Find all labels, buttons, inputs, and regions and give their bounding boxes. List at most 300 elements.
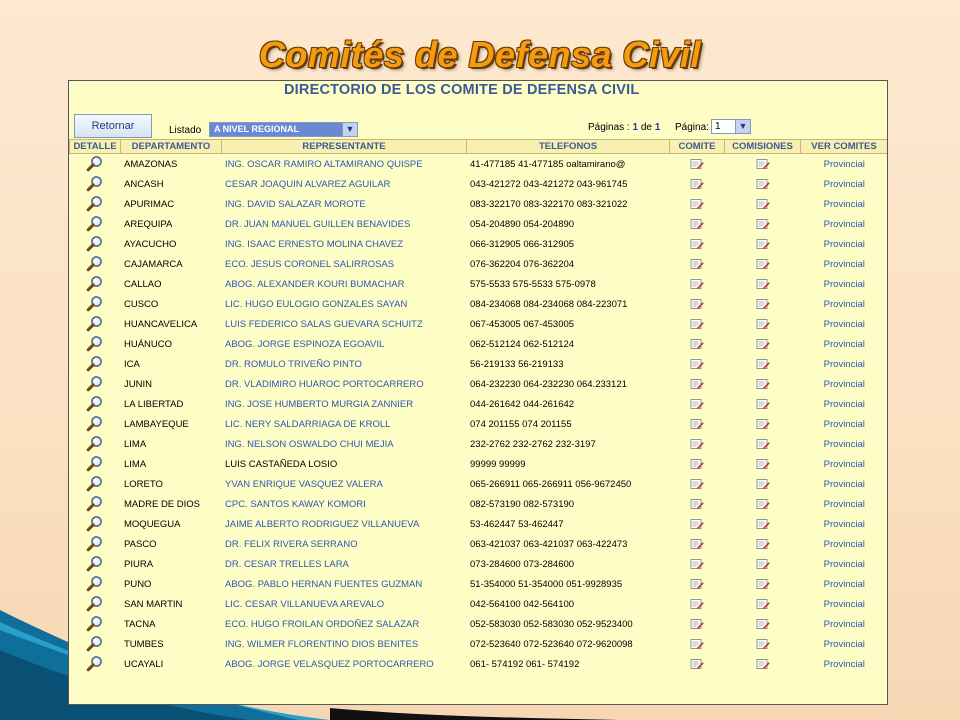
telefonos-cell: 232-2762 232-2762 232-3197 (470, 438, 596, 450)
detalle-cell[interactable] (70, 654, 121, 674)
directory-panel (68, 80, 888, 705)
representante-link[interactable]: LUIS FEDERICO SALAS GUEVARA SCHUITZ (225, 318, 423, 330)
detalle-cell[interactable] (70, 614, 121, 634)
telefonos-cell: 575-5533 575-5533 575-0978 (470, 278, 596, 290)
comisiones-cell[interactable] (725, 554, 801, 574)
comite-cell[interactable] (670, 654, 725, 674)
comisiones-cell[interactable] (725, 434, 801, 454)
edit-document-icon[interactable] (690, 498, 704, 510)
departamento-cell: CAJAMARCA (124, 258, 183, 270)
listado-select-value: A NIVEL REGIONAL (214, 124, 300, 134)
paginas-current: 1 (632, 122, 639, 133)
detalle-cell[interactable] (70, 634, 121, 654)
detalle-cell[interactable] (70, 334, 121, 354)
edit-document-icon[interactable] (690, 558, 704, 570)
comite-cell[interactable] (670, 494, 725, 514)
magnifier-icon[interactable] (86, 275, 104, 293)
departamento-cell: MOQUEGUA (124, 518, 181, 530)
magnifier-icon[interactable] (86, 255, 104, 273)
comite-cell[interactable] (670, 574, 725, 594)
comite-cell[interactable] (670, 614, 725, 634)
comite-cell[interactable] (670, 594, 725, 614)
edit-document-icon[interactable] (690, 338, 704, 350)
edit-document-icon[interactable] (756, 558, 770, 570)
edit-document-icon[interactable] (690, 158, 704, 170)
representante-link[interactable]: CPC. SANTOS KAWAY KOMORI (225, 498, 366, 510)
page-select-value: 1 (715, 121, 721, 132)
edit-document-icon[interactable] (756, 338, 770, 350)
ver-comites-link[interactable]: Provincial (823, 198, 865, 210)
edit-document-icon[interactable] (690, 298, 704, 310)
telefonos-cell: 062-512124 062-512124 (470, 338, 575, 350)
representante-link[interactable]: YVAN ENRIQUE VASQUEZ VALERA (225, 478, 383, 490)
edit-document-icon[interactable] (690, 638, 704, 650)
detalle-cell[interactable] (70, 594, 121, 614)
comisiones-cell[interactable] (725, 474, 801, 494)
ver-comites-link[interactable]: Provincial (823, 238, 865, 250)
edit-document-icon[interactable] (756, 518, 770, 530)
table-row (70, 554, 888, 574)
departamento-cell: AREQUIPA (124, 218, 173, 230)
representante-link[interactable]: ABOG. PABLO HERNAN FUENTES GUZMAN (225, 578, 423, 590)
table-row (70, 294, 888, 314)
telefonos-cell: 072-523640 072-523640 072-9620098 (470, 638, 633, 650)
comite-cell[interactable] (670, 634, 725, 654)
detalle-cell[interactable] (70, 174, 121, 194)
departamento-cell: TACNA (124, 618, 156, 630)
listado-label: Listado (169, 125, 202, 136)
ver-comites-link[interactable]: Provincial (823, 218, 865, 230)
detalle-cell[interactable] (70, 454, 121, 474)
retornar-button[interactable]: Retornar (74, 114, 152, 138)
ver-comites-link[interactable]: Provincial (823, 598, 865, 610)
table-body (70, 154, 888, 675)
table-row (70, 654, 888, 674)
detalle-cell[interactable] (70, 314, 121, 334)
comisiones-cell[interactable] (725, 314, 801, 334)
table-row (70, 594, 888, 614)
magnifier-icon[interactable] (86, 335, 104, 353)
ver-comites-link[interactable]: Provincial (823, 378, 865, 390)
edit-document-icon[interactable] (756, 358, 770, 370)
ver-comites-link[interactable]: Provincial (823, 418, 865, 430)
representante-link[interactable]: ABOG. JORGE VELASQUEZ PORTOCARRERO (225, 658, 434, 670)
comite-cell[interactable] (670, 414, 725, 434)
ver-comites-link[interactable]: Provincial (823, 178, 865, 190)
edit-document-icon[interactable] (756, 638, 770, 650)
telefonos-cell: 065-266911 065-266911 056-9672450 (470, 478, 632, 490)
representante-link[interactable]: LIC. CESAR VILLANUEVA AREVALO (225, 598, 385, 610)
magnifier-icon[interactable] (86, 535, 104, 553)
comite-cell[interactable] (670, 514, 725, 534)
comisiones-cell[interactable] (725, 214, 801, 234)
comisiones-cell[interactable] (725, 154, 801, 175)
ver-comites-link[interactable]: Provincial (823, 158, 865, 170)
comisiones-cell[interactable] (725, 454, 801, 474)
detalle-cell[interactable] (70, 514, 121, 534)
edit-document-icon[interactable] (690, 358, 704, 370)
magnifier-icon[interactable] (86, 155, 104, 173)
edit-document-icon[interactable] (690, 538, 704, 550)
departamento-cell: UCAYALI (124, 658, 164, 670)
detalle-cell[interactable] (70, 434, 121, 454)
representante-link[interactable]: ING. OSCAR RAMIRO ALTAMIRANO QUISPE (225, 158, 423, 170)
comite-cell[interactable] (670, 374, 725, 394)
detalle-cell[interactable] (70, 414, 121, 434)
ver-comites-link[interactable]: Provincial (823, 538, 865, 550)
representante-link[interactable]: ING. NELSON OSWALDO CHUI MEJIA (225, 438, 394, 450)
telefonos-cell: 061- 574192 061- 574192 (470, 658, 580, 670)
comisiones-cell[interactable] (725, 634, 801, 654)
comite-cell[interactable] (670, 434, 725, 454)
directory-table (69, 139, 888, 674)
telefonos-cell: 51-354000 51-354000 051-9928935 (470, 578, 623, 590)
telefonos-cell: 042-564100 042-564100 (470, 598, 575, 610)
detalle-cell[interactable] (70, 154, 121, 175)
representante-link[interactable]: ING. JOSE HUMBERTO MURGIA ZANNIER (225, 398, 414, 410)
edit-document-icon[interactable] (690, 458, 704, 470)
departamento-cell: HUÁNUCO (124, 338, 173, 350)
comisiones-cell[interactable] (725, 534, 801, 554)
telefonos-cell: 99999 99999 (470, 458, 526, 470)
table-row (70, 234, 888, 254)
comite-cell[interactable] (670, 174, 725, 194)
representante-link[interactable]: ABOG. JORGE ESPINOZA EGOAVIL (225, 338, 385, 350)
comisiones-cell[interactable] (725, 374, 801, 394)
representante-link[interactable]: DR. FELIX RIVERA SERRANO (225, 538, 358, 550)
telefonos-cell: 063-421037 063-421037 063-422473 (470, 538, 628, 550)
comisiones-cell[interactable] (725, 294, 801, 314)
departamento-cell: PUNO (124, 578, 152, 590)
comisiones-cell[interactable] (725, 274, 801, 294)
pagination-summary (588, 122, 660, 133)
detalle-cell[interactable] (70, 294, 121, 314)
representante-link[interactable]: LIC. NERY SALDARRIAGA DE KROLL (225, 418, 391, 430)
edit-document-icon[interactable] (690, 378, 704, 390)
departamento-cell: SAN MARTIN (124, 598, 183, 610)
pagina-label: Página: (675, 122, 709, 133)
telefonos-cell: 067-453005 067-453005 (470, 318, 575, 330)
departamento-cell: LORETO (124, 478, 163, 490)
representante-link[interactable]: ING. WILMER FLORENTINO DIOS BENITES (225, 638, 419, 650)
table-row (70, 534, 888, 554)
magnifier-icon[interactable] (86, 475, 104, 493)
comisiones-cell[interactable] (725, 494, 801, 514)
edit-document-icon[interactable] (690, 598, 704, 610)
magnifier-icon[interactable] (86, 315, 104, 333)
edit-document-icon[interactable] (756, 658, 770, 670)
departamento-cell: AYACUCHO (124, 238, 177, 250)
departamento-cell: LIMA (124, 438, 147, 450)
comisiones-cell[interactable] (725, 334, 801, 354)
ver-comites-link[interactable]: Provincial (823, 658, 865, 670)
edit-document-icon[interactable] (756, 398, 770, 410)
departamento-cell: JUNIN (124, 378, 152, 390)
ver-comites-link[interactable]: Provincial (823, 478, 865, 490)
telefonos-cell: 074 201155 074 201155 (470, 418, 572, 430)
comite-cell[interactable] (670, 354, 725, 374)
edit-document-icon[interactable] (756, 578, 770, 590)
chevron-down-icon[interactable]: ▼ (342, 123, 357, 136)
ver-comites-link[interactable]: Provincial (823, 438, 865, 450)
table-row (70, 334, 888, 354)
telefonos-cell: 082-573190 082-573190 (470, 498, 575, 510)
edit-document-icon[interactable] (756, 598, 770, 610)
edit-document-icon[interactable] (690, 258, 704, 270)
comisiones-cell[interactable] (725, 194, 801, 214)
departamento-cell: MADRE DE DIOS (124, 498, 201, 510)
header-detalle: DETALLE (70, 140, 121, 154)
table-row (70, 214, 888, 234)
representante-link[interactable]: JAIME ALBERTO RODRIGUEZ VILLANUEVA (225, 518, 420, 530)
table-header-row (70, 140, 888, 154)
departamento-cell: LIMA (124, 458, 147, 470)
representante-link[interactable]: ING. DAVID SALAZAR MOROTE (225, 198, 366, 210)
representante-link[interactable]: DR. JUAN MANUEL GUILLEN BENAVIDES (225, 218, 411, 230)
edit-document-icon[interactable] (690, 578, 704, 590)
comite-cell[interactable] (670, 154, 725, 175)
edit-document-icon[interactable] (690, 618, 704, 630)
ver-comites-link[interactable]: Provincial (823, 398, 865, 410)
representante-link[interactable]: ECO. HUGO FROILAN ORDOÑEZ SALAZAR (225, 618, 420, 630)
ver-comites-link[interactable]: Provincial (823, 258, 865, 270)
comite-cell[interactable] (670, 394, 725, 414)
edit-document-icon[interactable] (756, 198, 770, 210)
comite-cell[interactable] (670, 214, 725, 234)
detalle-cell[interactable] (70, 474, 121, 494)
representante-link[interactable]: ABOG. ALEXANDER KOURI BUMACHAR (225, 278, 405, 290)
magnifier-icon[interactable] (86, 415, 104, 433)
representante-link[interactable]: DR. VLADIMIRO HUAROC PORTOCARRERO (225, 378, 424, 390)
ver-comites-link[interactable]: Provincial (823, 278, 865, 290)
ver-comites-link[interactable]: Provincial (823, 578, 865, 590)
ver-comites-link[interactable]: Provincial (823, 518, 865, 530)
edit-document-icon[interactable] (690, 438, 704, 450)
page-select[interactable] (711, 119, 751, 134)
paginas-de: de (640, 122, 652, 133)
table-row (70, 494, 888, 514)
edit-document-icon[interactable] (756, 238, 770, 250)
comite-cell[interactable] (670, 254, 725, 274)
table-row (70, 394, 888, 414)
representante-link[interactable]: CESAR JOAQUIN ALVAREZ AGUILAR (225, 178, 391, 190)
magnifier-icon[interactable] (86, 215, 104, 233)
magnifier-icon[interactable] (86, 595, 104, 613)
departamento-cell: LA LIBERTAD (124, 398, 184, 410)
magnifier-icon[interactable] (86, 655, 104, 673)
edit-document-icon[interactable] (756, 318, 770, 330)
comisiones-cell[interactable] (725, 234, 801, 254)
detalle-cell[interactable] (70, 254, 121, 274)
edit-document-icon[interactable] (690, 318, 704, 330)
magnifier-icon[interactable] (86, 195, 104, 213)
comite-cell[interactable] (670, 194, 725, 214)
directory-title: DIRECTORIO DE LOS COMITE DE DEFENSA CIVIL (284, 82, 640, 98)
edit-document-icon[interactable] (690, 238, 704, 250)
ver-comites-link[interactable]: Provincial (823, 358, 865, 370)
departamento-cell: CUSCO (124, 298, 159, 310)
edit-document-icon[interactable] (756, 538, 770, 550)
magnifier-icon[interactable] (86, 435, 104, 453)
comisiones-cell[interactable] (725, 514, 801, 534)
representante-link: LUIS CASTAÑEDA LOSIO (225, 458, 338, 470)
detalle-cell[interactable] (70, 274, 121, 294)
ver-comites-link[interactable]: Provincial (823, 558, 865, 570)
edit-document-icon[interactable] (756, 618, 770, 630)
magnifier-icon[interactable] (86, 175, 104, 193)
edit-document-icon[interactable] (756, 418, 770, 430)
telefonos-cell: 076-362204 076-362204 (470, 258, 575, 270)
detalle-cell[interactable] (70, 554, 121, 574)
detalle-cell[interactable] (70, 534, 121, 554)
representante-link[interactable]: ECO. JESUS CORONEL SALIRROSAS (225, 258, 395, 270)
comite-cell[interactable] (670, 274, 725, 294)
departamento-cell: ANCASH (124, 178, 164, 190)
representante-link[interactable]: LIC. HUGO EULOGIO GONZALES SAYAN (225, 298, 408, 310)
edit-document-icon[interactable] (756, 298, 770, 310)
slide-title: Comités de Defensa Civil (258, 34, 702, 75)
ver-comites-link[interactable]: Provincial (823, 638, 865, 650)
edit-document-icon[interactable] (756, 158, 770, 170)
departamento-cell: HUANCAVELICA (124, 318, 198, 330)
chevron-down-icon[interactable]: ▼ (735, 120, 750, 133)
comite-cell[interactable] (670, 314, 725, 334)
comite-cell[interactable] (670, 554, 725, 574)
departamento-cell: APURIMAC (124, 198, 175, 210)
ver-comites-link[interactable]: Provincial (823, 498, 865, 510)
magnifier-icon[interactable] (86, 295, 104, 313)
edit-document-icon[interactable] (756, 378, 770, 390)
comite-cell[interactable] (670, 474, 725, 494)
detalle-cell[interactable] (70, 394, 121, 414)
edit-document-icon[interactable] (690, 658, 704, 670)
departamento-cell: CALLAO (124, 278, 162, 290)
table-row (70, 614, 888, 634)
ver-comites-link[interactable]: Provincial (823, 298, 865, 310)
edit-document-icon[interactable] (690, 398, 704, 410)
edit-document-icon[interactable] (756, 438, 770, 450)
edit-document-icon[interactable] (756, 218, 770, 230)
edit-document-icon[interactable] (690, 198, 704, 210)
edit-document-icon[interactable] (756, 258, 770, 270)
comite-cell[interactable] (670, 334, 725, 354)
paginas-label: Páginas : (588, 122, 630, 133)
comisiones-cell[interactable] (725, 394, 801, 414)
comisiones-cell[interactable] (725, 614, 801, 634)
listado-select[interactable] (209, 122, 358, 137)
telefonos-cell: 043-421272 043-421272 043-961745 (470, 178, 628, 190)
comite-cell[interactable] (670, 454, 725, 474)
detalle-cell[interactable] (70, 494, 121, 514)
telefonos-cell: 052-583030 052-583030 052-9523400 (470, 618, 633, 630)
telefonos-cell: 064-232230 064-232230 064.233121 (470, 378, 627, 390)
detalle-cell[interactable] (70, 574, 121, 594)
comisiones-cell[interactable] (725, 174, 801, 194)
edit-document-icon[interactable] (756, 458, 770, 470)
departamento-cell: LAMBAYEQUE (124, 418, 189, 430)
magnifier-icon[interactable] (86, 615, 104, 633)
header-comisiones: COMISIONES (725, 140, 801, 154)
edit-document-icon[interactable] (690, 218, 704, 230)
table-row (70, 194, 888, 214)
table-row (70, 434, 888, 454)
departamento-cell: ICA (124, 358, 140, 370)
telefonos-cell: 41-477185 41-477185 oaltamirano@ (470, 158, 626, 170)
departamento-cell: PIURA (124, 558, 154, 570)
header-telefonos: TELEFONOS (467, 140, 670, 154)
edit-document-icon[interactable] (690, 418, 704, 430)
detalle-cell[interactable] (70, 354, 121, 374)
magnifier-icon[interactable] (86, 515, 104, 533)
edit-document-icon[interactable] (690, 178, 704, 190)
magnifier-icon[interactable] (86, 235, 104, 253)
comisiones-cell[interactable] (725, 414, 801, 434)
edit-document-icon[interactable] (690, 518, 704, 530)
comisiones-cell[interactable] (725, 254, 801, 274)
table-row (70, 154, 888, 175)
representante-link[interactable]: DR. CESAR TRELLES LARA (225, 558, 349, 570)
magnifier-icon[interactable] (86, 455, 104, 473)
table-row (70, 174, 888, 194)
telefonos-cell: 53-462447 53-462447 (470, 518, 564, 530)
table-row (70, 414, 888, 434)
comisiones-cell[interactable] (725, 594, 801, 614)
telefonos-cell: 044-261642 044-261642 (470, 398, 575, 410)
detalle-cell[interactable] (70, 214, 121, 234)
comisiones-cell[interactable] (725, 574, 801, 594)
ver-comites-link[interactable]: Provincial (823, 318, 865, 330)
telefonos-cell: 56-219133 56-219133 (470, 358, 564, 370)
magnifier-icon[interactable] (86, 395, 104, 413)
edit-document-icon[interactable] (690, 478, 704, 490)
telefonos-cell: 083-322170 083-322170 083-321022 (470, 198, 628, 210)
table-row (70, 514, 888, 534)
edit-document-icon[interactable] (756, 478, 770, 490)
header-comite: COMITE (670, 140, 725, 154)
representante-link[interactable]: ING. ISAAC ERNESTO MOLINA CHAVEZ (225, 238, 404, 250)
comite-cell[interactable] (670, 534, 725, 554)
edit-document-icon[interactable] (690, 278, 704, 290)
comisiones-cell[interactable] (725, 354, 801, 374)
magnifier-icon[interactable] (86, 355, 104, 373)
header-ver-comites: VER COMITES (801, 140, 888, 154)
table-row (70, 314, 888, 334)
magnifier-icon[interactable] (86, 555, 104, 573)
detalle-cell[interactable] (70, 234, 121, 254)
representante-link[interactable]: DR. ROMULO TRIVEÑO PINTO (225, 358, 362, 370)
magnifier-icon[interactable] (86, 575, 104, 593)
ver-comites-link[interactable]: Provincial (823, 458, 865, 470)
magnifier-icon[interactable] (86, 635, 104, 653)
magnifier-icon[interactable] (86, 375, 104, 393)
detalle-cell[interactable] (70, 374, 121, 394)
ver-comites-link[interactable]: Provincial (823, 618, 865, 630)
edit-document-icon[interactable] (756, 498, 770, 510)
comite-cell[interactable] (670, 294, 725, 314)
ver-comites-link[interactable]: Provincial (823, 338, 865, 350)
table-row (70, 574, 888, 594)
telefonos-cell: 066-312905 066-312905 (470, 238, 575, 250)
magnifier-icon[interactable] (86, 495, 104, 513)
edit-document-icon[interactable] (756, 178, 770, 190)
paginas-total: 1 (654, 122, 661, 133)
comisiones-cell[interactable] (725, 654, 801, 674)
detalle-cell[interactable] (70, 194, 121, 214)
edit-document-icon[interactable] (756, 278, 770, 290)
table-row (70, 354, 888, 374)
comite-cell[interactable] (670, 234, 725, 254)
header-departamento: DEPARTAMENTO (121, 140, 222, 154)
